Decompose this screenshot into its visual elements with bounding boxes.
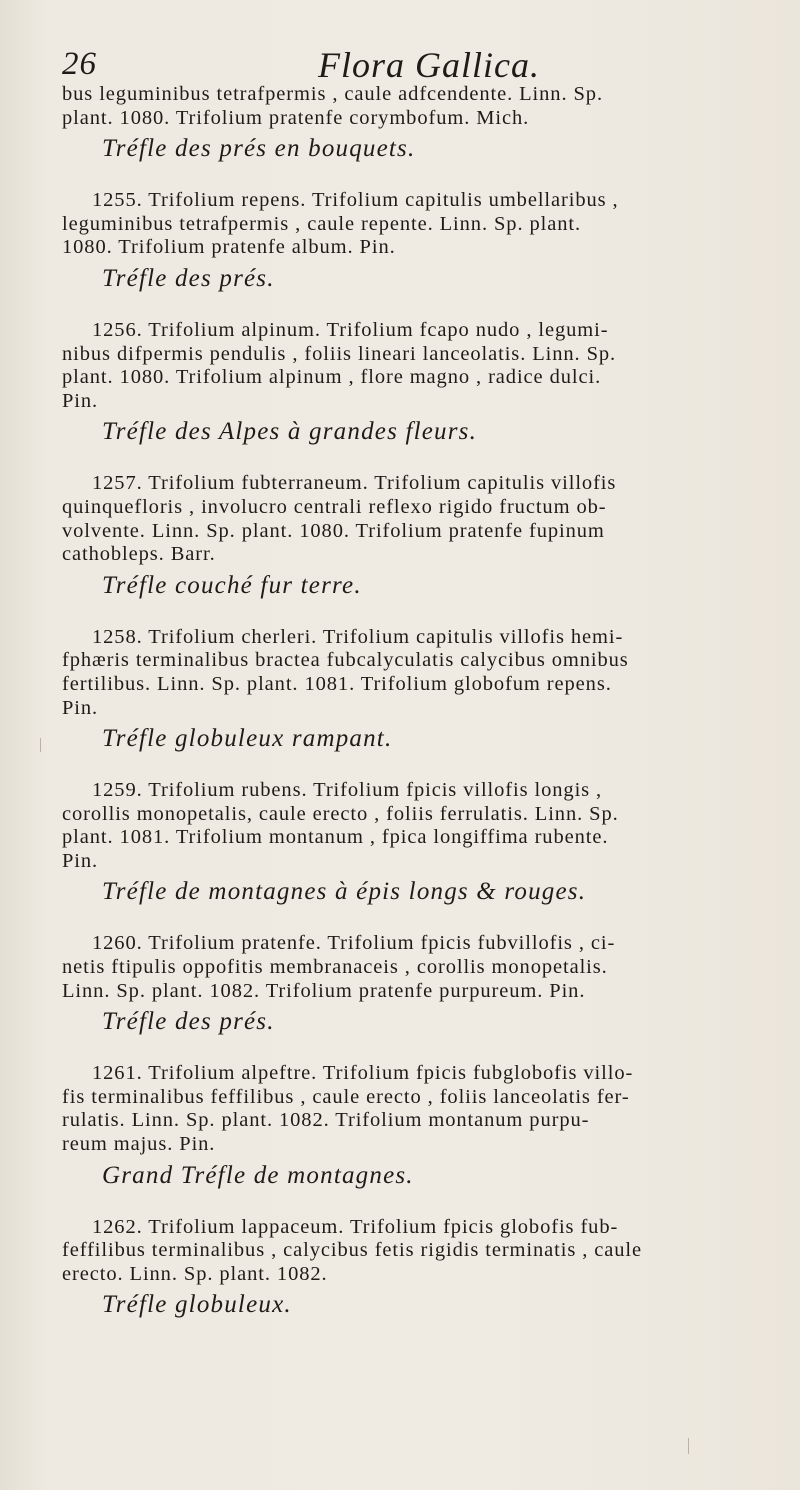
entry-line: 1262. Trifolium lappaceum. Trifolium fpicis globofis fub- bbox=[92, 1215, 619, 1238]
page-number: 26 bbox=[62, 46, 97, 82]
entry-line: erecto. Linn. Sp. plant. 1082. bbox=[62, 1262, 328, 1285]
entry-line: fertilibus. Linn. Sp. plant. 1081. Trifolium globofum repens. bbox=[62, 672, 612, 695]
french-common-name: Tréfle couché fur terre. bbox=[102, 571, 362, 599]
entry-line: Pin. bbox=[62, 389, 99, 412]
french-common-name: Tréfle de montagnes à épis longs & rouges. bbox=[102, 878, 587, 906]
entry-line: 1080. Trifolium pratenfe album. Pin. bbox=[62, 236, 396, 259]
entry-line: corollis monopetalis, caule erecto , foliis ferrulatis. Linn. Sp. bbox=[62, 802, 619, 825]
entry-line: netis ftipulis oppofitis membranaceis , corollis monopetalis. bbox=[62, 956, 608, 979]
french-common-name: Tréfle des prés. bbox=[102, 1008, 275, 1036]
entry-line: Pin. bbox=[62, 849, 99, 872]
french-common-name: Tréfle globuleux. bbox=[102, 1291, 292, 1319]
entry-line: 1258. Trifolium cherleri. Trifolium capitulis villofis hemi- bbox=[92, 625, 624, 648]
species-entry-1259 bbox=[62, 779, 790, 907]
entry-line: reum majus. Pin. bbox=[62, 1133, 216, 1156]
french-common-name: Tréfle des prés. bbox=[102, 264, 275, 292]
running-title: Flora Gallica. bbox=[318, 45, 540, 85]
french-common-name: Grand Tréfle de montagnes. bbox=[102, 1161, 414, 1189]
entry-line: 1261. Trifolium alpeftre. Trifolium fpicis fubglobofis villo- bbox=[92, 1062, 634, 1085]
species-entry-1254-continued bbox=[62, 83, 790, 164]
species-entry-1256 bbox=[62, 319, 790, 447]
species-entry-1261 bbox=[62, 1062, 790, 1190]
species-entry-1260 bbox=[62, 932, 790, 1037]
entry-line: 1260. Trifolium pratenfe. Trifolium fpicis fubvillofis , ci- bbox=[92, 932, 616, 955]
species-entry-1262 bbox=[62, 1216, 790, 1321]
entry-line: Pin. bbox=[62, 696, 99, 719]
species-entry-1255 bbox=[62, 189, 790, 294]
entry-line: rulatis. Linn. Sp. plant. 1082. Trifolium montanum purpu- bbox=[62, 1109, 590, 1132]
entry-line: 1257. Trifolium fubterraneum. Trifolium capitulis villofis bbox=[92, 472, 617, 495]
entry-line: nibus difpermis pendulis , foliis lineari lanceolatis. Linn. Sp. bbox=[62, 342, 617, 365]
entry-line: 1255. Trifolium repens. Trifolium capitulis umbellaribus , bbox=[92, 189, 619, 212]
species-list bbox=[62, 83, 790, 1320]
entry-line: quinquefloris , involucro centrali reflexo rigido fructum ob- bbox=[62, 495, 607, 518]
paper-blemish bbox=[688, 1438, 689, 1454]
entry-line: plant. 1080. Trifolium pratenfe corymbofum. Mich. bbox=[62, 106, 530, 129]
entry-line: plant. 1080. Trifolium alpinum , flore magno , radice dulci. bbox=[62, 366, 602, 389]
entry-line: leguminibus tetrafpermis , caule repente. Linn. Sp. plant. bbox=[62, 212, 582, 235]
entry-line: bus leguminibus tetrafpermis , caule adfcendente. Linn. Sp. bbox=[62, 83, 603, 105]
entry-line: 1256. Trifolium alpinum. Trifolium fcapo nudo , legumi- bbox=[92, 318, 609, 341]
french-common-name: Tréfle des Alpes à grandes fleurs. bbox=[102, 418, 478, 446]
french-common-name: Tréfle globuleux rampant. bbox=[102, 725, 393, 753]
entry-line: feffilibus terminalibus , calycibus fetis rigidis terminatis , caule bbox=[62, 1239, 643, 1262]
species-entry-1257 bbox=[62, 472, 790, 600]
entry-line: cathobleps. Barr. bbox=[62, 543, 216, 566]
species-entry-1258 bbox=[62, 626, 790, 754]
entry-line: plant. 1081. Trifolium montanum , fpica longiffima rubente. bbox=[62, 826, 609, 849]
entry-line: 1259. Trifolium rubens. Trifolium fpicis villofis longis , bbox=[92, 779, 603, 802]
paper-blemish bbox=[40, 738, 41, 752]
entry-line: volvente. Linn. Sp. plant. 1080. Trifolium pratenfe fupinum bbox=[62, 519, 605, 542]
entry-line: fis terminalibus feffilibus , caule erecto , foliis lanceolatis fer- bbox=[62, 1085, 630, 1108]
entry-line: Linn. Sp. plant. 1082. Trifolium pratenfe purpureum. Pin. bbox=[62, 979, 586, 1002]
entry-line: fphæris terminalibus bractea fubcalyculatis calycibus omnibus bbox=[62, 649, 629, 672]
french-common-name: Tréfle des prés en bouquets. bbox=[102, 135, 416, 163]
